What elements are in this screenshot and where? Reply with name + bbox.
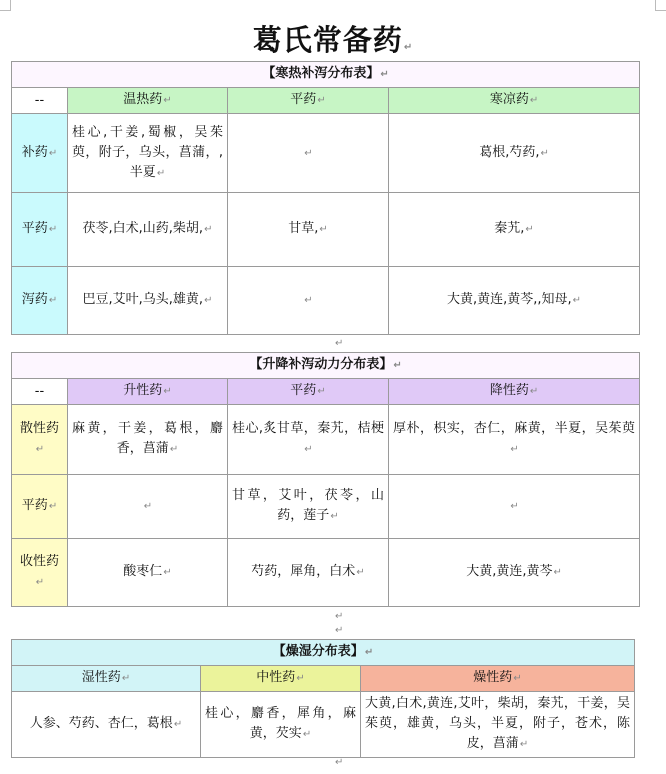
col-header: 湿性药↵ [12, 666, 201, 692]
paragraph-mark: ↵ [335, 757, 344, 768]
table-cell: 大黄,白术,黄连,艾叶，柴胡，秦艽，干姜，吴茱萸，雄黄，乌头，半夏，附子，苍术，陈皮，菖蒲↵ [361, 692, 635, 758]
table-cell: 大黄,黄连,黄芩,,知母,↵ [389, 267, 640, 335]
table-cell: 茯苓,白术,山药,柴胡,↵ [68, 193, 228, 267]
crop-mark-top-right [655, 0, 666, 11]
table-cell: ↵ [228, 114, 389, 193]
table-cell: 秦艽,↵ [389, 193, 640, 267]
table-caption: 【燥湿分布表】↵ [12, 640, 635, 666]
corner-cell: -- [12, 88, 68, 114]
table-caption: 【升降补泻动力分布表】↵ [12, 353, 640, 379]
row-label: 补药↵ [12, 114, 68, 193]
col-header: 燥性药↵ [361, 666, 635, 692]
table-cell: 酸枣仁↵ [68, 539, 228, 607]
col-header: 寒凉药↵ [389, 88, 640, 114]
paragraph-mark: ↵ [335, 611, 344, 622]
table-cell: 巴豆,艾叶,乌头,雄黄,↵ [68, 267, 228, 335]
table-cell: 人参、芍药、杏仁，葛根↵ [12, 692, 201, 758]
paragraph-mark: ↵ [335, 625, 344, 636]
document-title: 葛氏常备药↵ [252, 23, 414, 57]
dry-wet-table [11, 639, 635, 758]
row-label: 泻药↵ [12, 267, 68, 335]
table-cell: ↵ [68, 475, 228, 539]
table-cell: 甘草，艾叶，茯苓，山药，莲子↵ [228, 475, 389, 539]
row-label: 平药↵ [12, 193, 68, 267]
table-cell: 厚朴，枳实，杏仁，麻黄，半夏，吴茱萸↵ [389, 405, 640, 475]
table-caption: 【寒热补泻分布表】↵ [12, 62, 640, 88]
row-label: 散性药↵ [12, 405, 68, 475]
col-header: 降性药↵ [389, 379, 640, 405]
table-cell: 麻黄，干姜，葛根，麝香，菖蒲↵ [68, 405, 228, 475]
table-cell: 甘草,↵ [228, 193, 389, 267]
cold-heat-table [11, 61, 640, 335]
col-header: 温热药↵ [68, 88, 228, 114]
table-cell: 葛根,芍药,↵ [389, 114, 640, 193]
table-cell: 桂心，麝香，犀角，麻黄，芡实↵ [201, 692, 361, 758]
col-header: 平药↵ [228, 88, 389, 114]
table-cell: 大黄,黄连,黄芩↵ [389, 539, 640, 607]
table-cell: 桂心,炙甘草，秦艽，桔梗↵ [228, 405, 389, 475]
table-cell: ↵ [389, 475, 640, 539]
row-label: 平药↵ [12, 475, 68, 539]
rise-fall-table [11, 352, 640, 607]
crop-mark-top-left [0, 0, 11, 11]
table-cell: 桂心,干姜,蜀椒，吴茱萸，附子，乌头，菖蒲，,半夏↵ [68, 114, 228, 193]
paragraph-mark: ↵ [335, 338, 344, 349]
col-header: 升性药↵ [68, 379, 228, 405]
row-label: 收性药↵ [12, 539, 68, 607]
table-cell: 芍药，犀角，白术↵ [228, 539, 389, 607]
col-header: 平药↵ [228, 379, 389, 405]
col-header: 中性药↵ [201, 666, 361, 692]
corner-cell: -- [12, 379, 68, 405]
table-cell: ↵ [228, 267, 389, 335]
